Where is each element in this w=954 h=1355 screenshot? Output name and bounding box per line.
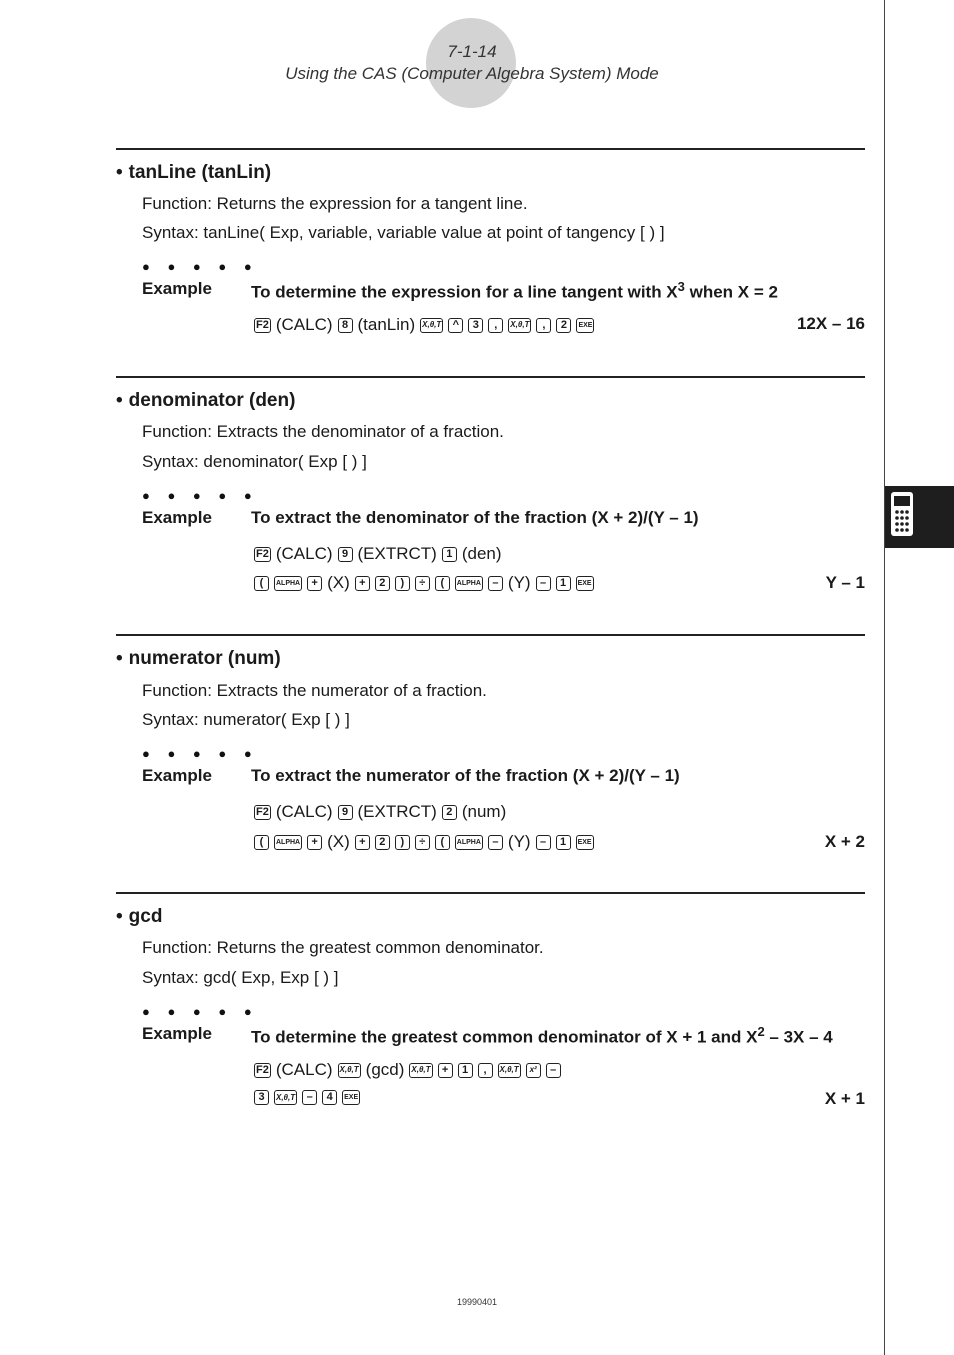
xthetat-key: X,θ,T [498, 1063, 521, 1078]
open-paren-key: ( [254, 835, 269, 850]
key-sequence-line-1 [254, 315, 594, 335]
xthetat-key: X,θ,T [420, 318, 443, 333]
divide-key: ÷ [415, 835, 430, 850]
section-tanline [116, 148, 865, 350]
plus-key: + [438, 1063, 453, 1078]
plus-key: + [355, 835, 370, 850]
key-caption: (gcd) [365, 1060, 405, 1079]
open-paren-key: ( [435, 835, 450, 850]
open-paren-key: ( [254, 576, 269, 591]
syntax-text: Syntax: numerator( Exp [ ) ] [142, 710, 350, 729]
close-paren-key: ) [395, 576, 410, 591]
key-sequence-line-2 [254, 1090, 360, 1105]
function-text: Function: Returns the expression for a tangent line. [142, 194, 528, 213]
function-text: Function: Extracts the denominator of a fraction. [142, 422, 504, 441]
key-caption: (Y) [507, 573, 531, 592]
right-margin-rule [884, 0, 885, 1355]
key-caption: (den) [461, 544, 502, 563]
example-dots-icon: ● ● ● ● ● [142, 746, 259, 761]
example-description: To extract the denominator of the fraction (X + 2)/(Y – 1) [251, 508, 699, 527]
minus-key: – [302, 1090, 317, 1105]
xthetat-key: X,θ,T [409, 1063, 432, 1078]
comma-key: , [478, 1063, 493, 1078]
exe-key: EXE [576, 576, 594, 591]
key-sequence-line-2 [254, 573, 594, 593]
example-description: To extract the numerator of the fraction (X + 2)/(Y – 1) [251, 766, 680, 785]
xthetat-key: X,θ,T [274, 1090, 297, 1105]
example-label: Example [142, 279, 212, 298]
syntax-text: Syntax: tanLine( Exp, variable, variable value at point of tangency [ ) ] [142, 223, 665, 242]
key-caption: (X) [327, 832, 350, 851]
comma-key: , [536, 318, 551, 333]
exe-key: EXE [342, 1090, 360, 1105]
f2-key: F2 [256, 1063, 269, 1076]
page-title: Using the CAS (Computer Algebra System) Mode [285, 64, 659, 83]
open-paren-key: ( [435, 576, 450, 591]
syntax-text: Syntax: denominator( Exp [ ) ] [142, 452, 367, 471]
syntax-text: Syntax: gcd( Exp, Exp [ ) ] [142, 968, 339, 987]
key-caption: (EXTRCT) [357, 802, 437, 821]
page-header [0, 0, 884, 110]
f2-key: F2 [256, 318, 269, 331]
footer-code: 19990401 [456, 1297, 498, 1307]
alpha-key: ALPHA [274, 576, 302, 591]
key-sequence-line-2 [254, 832, 594, 852]
9-key: 9 [338, 547, 353, 562]
4-key: 4 [322, 1090, 337, 1105]
minus-key: – [488, 576, 503, 591]
key-caption: (num) [461, 802, 507, 821]
alpha-key: ALPHA [455, 576, 483, 591]
section-denominator [116, 376, 865, 608]
xthetat-key: X,θ,T [508, 318, 531, 333]
example-label: Example [142, 1024, 212, 1043]
minus-key: – [536, 576, 551, 591]
minus-key: – [488, 835, 503, 850]
example-label: Example [142, 508, 212, 527]
key-sequence-line-1 [254, 544, 502, 564]
9-key: 9 [338, 805, 353, 820]
xthetat-key: X,θ,T [338, 1063, 361, 1078]
side-tab [885, 486, 954, 548]
example-dots-icon: ● ● ● ● ● [142, 259, 259, 274]
alpha-key: ALPHA [274, 835, 302, 850]
8-key: 8 [338, 318, 353, 333]
divide-key: ÷ [415, 576, 430, 591]
example-result: X + 1 [824, 1089, 865, 1108]
plus-key: + [307, 835, 322, 850]
exe-key: EXE [576, 835, 594, 850]
calculator-icon [890, 491, 914, 537]
key-caption: (Y) [507, 832, 531, 851]
alpha-key: ALPHA [455, 835, 483, 850]
plus-key: + [355, 576, 370, 591]
example-description: To determine the expression for a line tangent with $X^3$ when X = 2 [251, 279, 778, 302]
example-result: Y – 1 [825, 573, 865, 592]
plus-key: + [307, 576, 322, 591]
function-text: Function: Extracts the numerator of a fraction. [142, 681, 487, 700]
1-key: 1 [556, 576, 571, 591]
section-title: • denominator (den) [116, 390, 296, 411]
square-key: x² [526, 1063, 541, 1078]
bullet-icon: • [116, 906, 123, 927]
function-text: Function: Returns the greatest common denominator. [142, 938, 544, 957]
f2-key: F2 [256, 547, 269, 560]
example-result: 12X – 16 [796, 314, 865, 333]
key-sequence-line-1 [254, 802, 506, 822]
key-caption: (CALC) [275, 315, 333, 334]
key-caption: (X) [327, 573, 350, 592]
example-label: Example [142, 766, 212, 785]
header-circle-decoration [426, 18, 516, 108]
key-sequence-line-1 [254, 1060, 561, 1080]
1-key: 1 [458, 1063, 473, 1078]
key-caption: (CALC) [275, 1060, 333, 1079]
2-key: 2 [556, 318, 571, 333]
3-key: 3 [254, 1090, 269, 1105]
page-number: 7-1-14 [447, 42, 497, 61]
example-dots-icon: ● ● ● ● ● [142, 1004, 259, 1019]
key-caption: (CALC) [275, 544, 333, 563]
minus-key: – [536, 835, 551, 850]
2-key: 2 [375, 576, 390, 591]
2-key: 2 [375, 835, 390, 850]
bullet-icon: • [116, 162, 123, 183]
example-dots-icon: ● ● ● ● ● [142, 488, 259, 503]
section-gcd [116, 892, 865, 1124]
bullet-icon: • [116, 390, 123, 411]
exe-key: EXE [576, 318, 594, 333]
section-numerator [116, 634, 865, 866]
comma-key: , [488, 318, 503, 333]
example-description: To determine the greatest common denominator of X + 1 and $X^2 - 3X - 4$ [251, 1024, 833, 1047]
2-key: 2 [442, 805, 457, 820]
1-key: 1 [556, 835, 571, 850]
section-title: • numerator (num) [116, 648, 281, 669]
section-title: • tanLine (tanLin) [116, 162, 272, 183]
close-paren-key: ) [395, 835, 410, 850]
3-key: 3 [468, 318, 483, 333]
key-caption: (EXTRCT) [357, 544, 437, 563]
1-key: 1 [442, 547, 457, 562]
f2-key: F2 [256, 805, 269, 818]
section-title: • gcd [116, 906, 163, 927]
bullet-icon: • [116, 648, 123, 669]
example-result: X + 2 [824, 832, 865, 851]
minus-key: – [546, 1063, 561, 1078]
key-caption: (tanLin) [357, 315, 416, 334]
key-caption: (CALC) [275, 802, 333, 821]
power-key: ^ [448, 318, 463, 333]
